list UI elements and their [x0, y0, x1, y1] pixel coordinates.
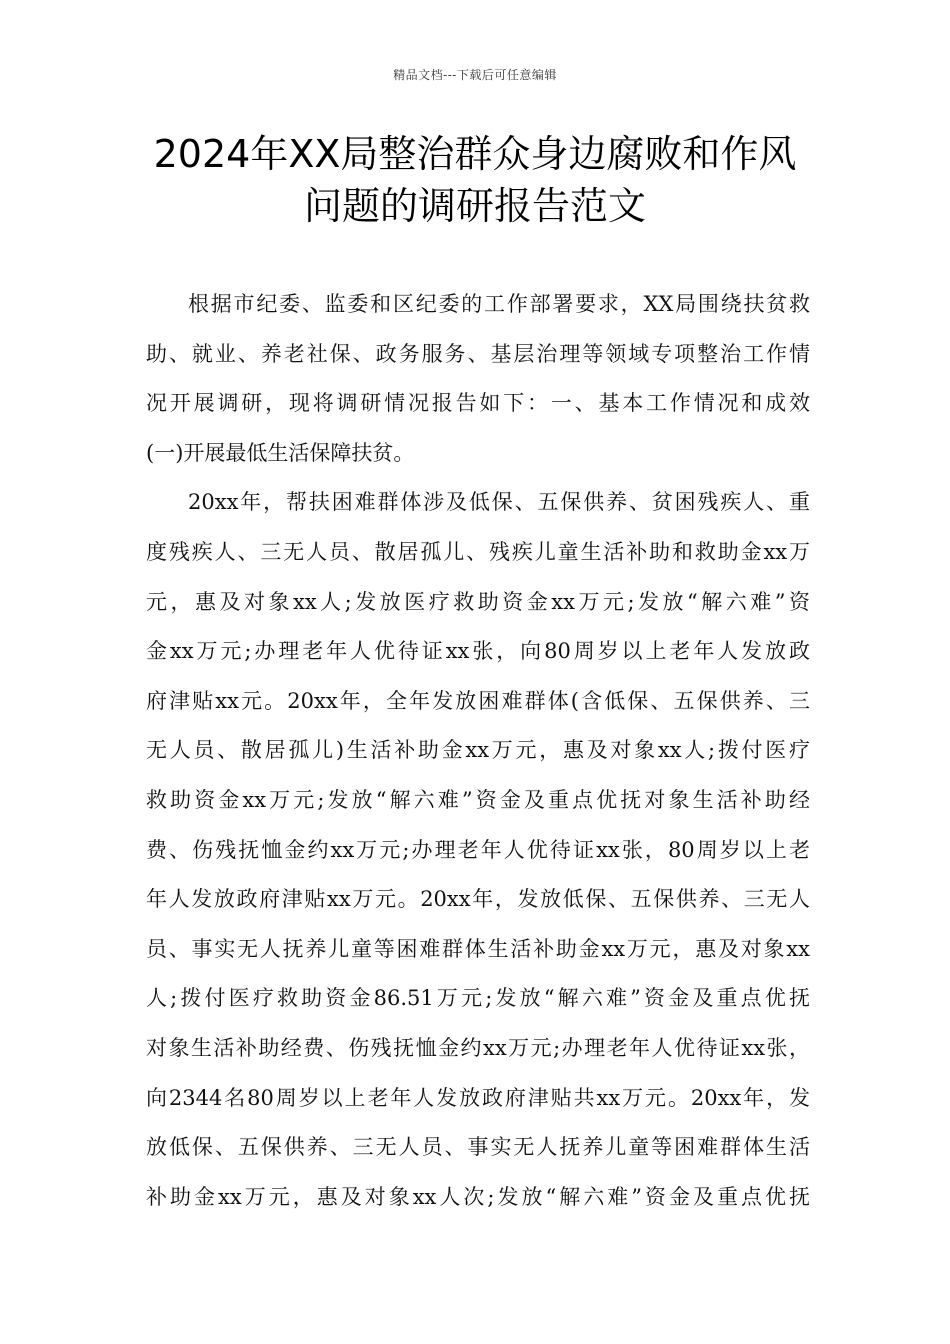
title-line-1: 2024年XX局整治群众身边腐败和作风 — [153, 132, 797, 176]
text-line: 对象生活补助经费、伤残抚恤金约xx万元;办理老年人优待证xx张， — [146, 1035, 810, 1060]
text-line: 度残疾人、三无人员、散居孤儿、残疾儿童生活补助和救助金xx万 — [146, 539, 810, 564]
text-line: 年人发放政府津贴xx万元。20xx年，发放低保、五保供养、三无人 — [146, 887, 810, 912]
document-body — [146, 280, 810, 1222]
text-line: 元，惠及对象xx人;发放医疗救助资金xx万元;发放“解六难”资 — [146, 589, 810, 614]
text-line: 向2344名80周岁以上老年人发放政府津贴共xx万元。20xx年，发 — [146, 1085, 810, 1110]
title-line-2: 问题的调研报告范文 — [303, 184, 646, 228]
header-watermark: 精品文档---下载后可任意编辑 — [393, 68, 557, 82]
text-line: 府津贴xx元。20xx年，全年发放困难群体(含低保、五保供养、三 — [146, 688, 810, 713]
text-line: 金xx万元;办理老年人优待证xx张，向80周岁以上老年人发放政 — [146, 639, 810, 664]
text-line: 况开展调研，现将调研情况报告如下：一、基本工作情况和成效 — [146, 391, 810, 416]
text-line: (一)开展最低生活保障扶贫。 — [146, 440, 415, 465]
text-line: 补助金xx万元，惠及对象xx人次;发放“解六难”资金及重点优抚 — [146, 1184, 810, 1209]
text-line: 20xx年，帮扶困难群体涉及低保、五保供养、贫困残疾人、重 — [188, 490, 810, 515]
paragraph-subsidies — [146, 478, 810, 1222]
text-line: 人;拨付医疗救助资金86.51万元;发放“解六难”资金及重点优抚 — [146, 986, 810, 1011]
text-line: 放低保、五保供养、三无人员、事实无人抚养儿童等困难群体生活 — [146, 1135, 810, 1160]
text-line: 员、事实无人抚养儿童等困难群体生活补助金xx万元，惠及对象xx — [146, 936, 810, 961]
text-line: 无人员、散居孤儿)生活补助金xx万元，惠及对象xx人;拨付医疗 — [146, 738, 810, 763]
paragraph-intro — [146, 280, 810, 478]
text-line: 助、就业、养老社保、政务服务、基层治理等领域专项整治工作情 — [146, 341, 810, 366]
document-title — [80, 128, 870, 232]
text-line: 费、伤残抚恤金约xx万元;办理老年人优待证xx张，80周岁以上老 — [146, 837, 810, 862]
text-line: 救助资金xx万元;发放“解六难”资金及重点优抚对象生活补助经 — [146, 787, 810, 812]
text-line: 根据市纪委、监委和区纪委的工作部署要求，XX局围绕扶贫救 — [188, 292, 810, 316]
